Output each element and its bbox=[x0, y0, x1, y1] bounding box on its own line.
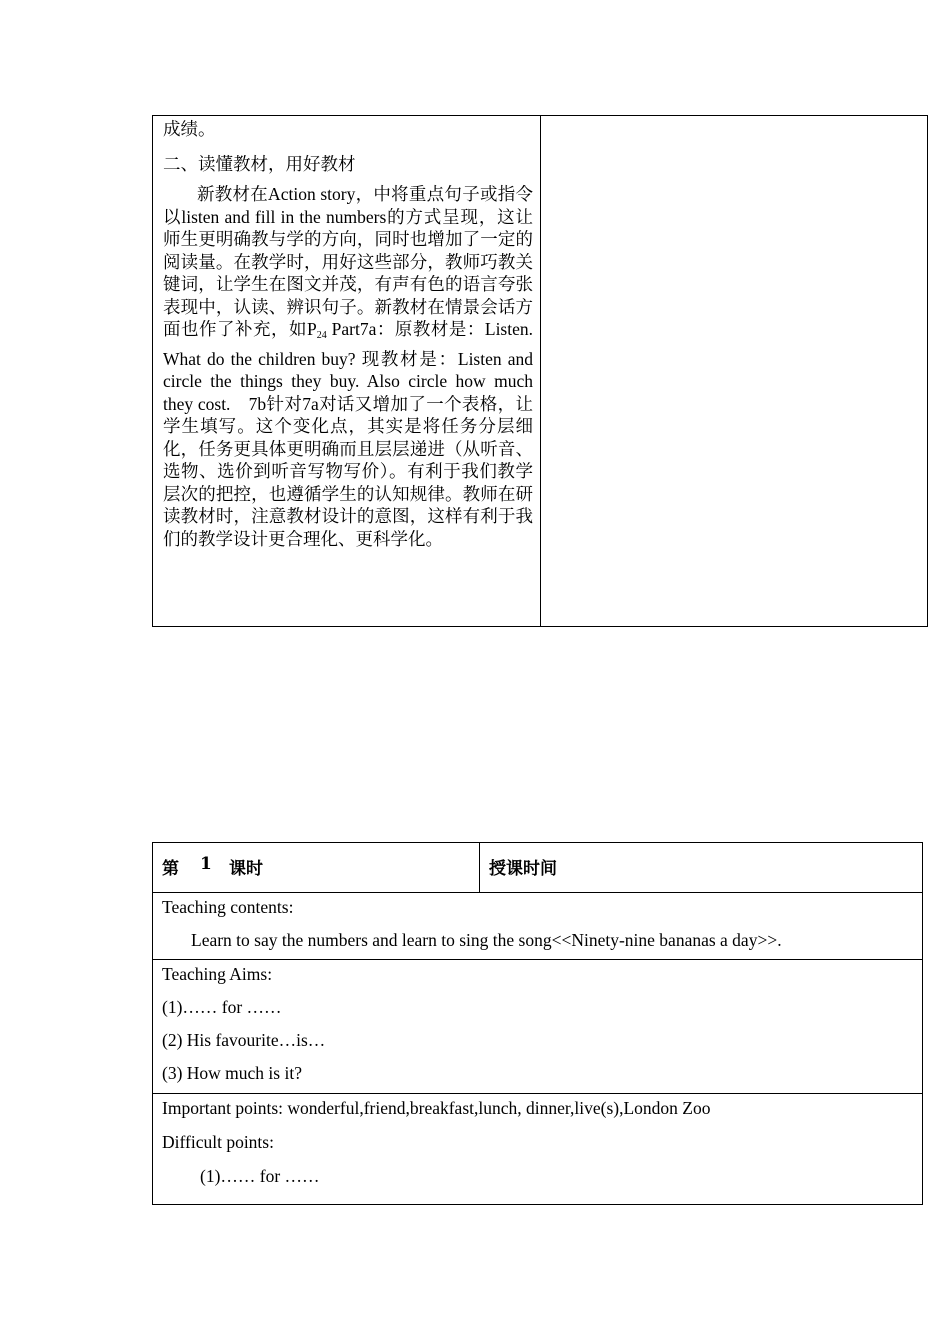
period-number: 1 bbox=[200, 854, 212, 874]
section-body bbox=[163, 183, 533, 550]
aim-item: (2) His favourite…is… bbox=[162, 1030, 326, 1050]
teaching-time-label: 授课时间 bbox=[489, 859, 557, 879]
period-cell bbox=[153, 843, 480, 892]
lesson-plan-table bbox=[152, 842, 923, 1205]
period-suffix: 课时 bbox=[229, 859, 263, 879]
difficult-point-item: (1)…… for …… bbox=[200, 1166, 320, 1186]
contents-row bbox=[153, 893, 922, 960]
aims-row bbox=[153, 960, 922, 1094]
body-part-a: 新教材在Action story，中将重点句子或指令以listen and fill in the numbers的方式呈现，这让师生更明确教与学的方向，同时也增加了一定的阅读量。在教学时，用好这些部分，教师巧教关键词，让学生在图文并茂，有声有色的语言夸张表现中，认读、辨识句子。新教材在情景会话方面也作了补充，如P bbox=[163, 184, 533, 339]
points-row bbox=[153, 1094, 922, 1204]
analysis-text-cell bbox=[163, 118, 533, 550]
important-points: Important points: wonderful,friend,breakfast,lunch, dinner,live(s),London Zoo bbox=[162, 1098, 711, 1118]
contents-text: Learn to say the numbers and learn to sing the song<<Ninety-nine bananas a day>>. bbox=[191, 930, 782, 950]
difficult-points-label: Difficult points: bbox=[162, 1132, 274, 1152]
previous-line: 成绩。 bbox=[163, 119, 216, 139]
period-prefix: 第 bbox=[162, 859, 179, 879]
header-row bbox=[153, 843, 922, 893]
column-divider bbox=[540, 116, 541, 626]
aim-item: (3) How much is it? bbox=[162, 1063, 302, 1083]
body-part-b: Part7a：原教材是：Listen. What do the children buy? 现教材是：Listen and circle the things they buy. Also circle how much they cost. 7b针对7a对话又增加了一个表格，让学生填写。这个变化点，其实是将任务分层细化，任务更具体更明确而且层层递进（从听音、选物、选价到听音写物写价）。有利于我们教学层次的把控，也遵循学生的认知规律。教师在研读教材时，注意教材设计的意图，这样有利于我们的教学设计更合理化、更科学化。 bbox=[163, 319, 533, 549]
contents-label: Teaching contents: bbox=[162, 897, 294, 917]
section-heading: 二、读懂教材，用好教材 bbox=[163, 153, 356, 174]
page-subscript: 24 bbox=[316, 330, 327, 341]
analysis-table bbox=[152, 115, 928, 627]
aims-label: Teaching Aims: bbox=[162, 964, 273, 984]
aim-item: (1)…… for …… bbox=[162, 997, 282, 1017]
